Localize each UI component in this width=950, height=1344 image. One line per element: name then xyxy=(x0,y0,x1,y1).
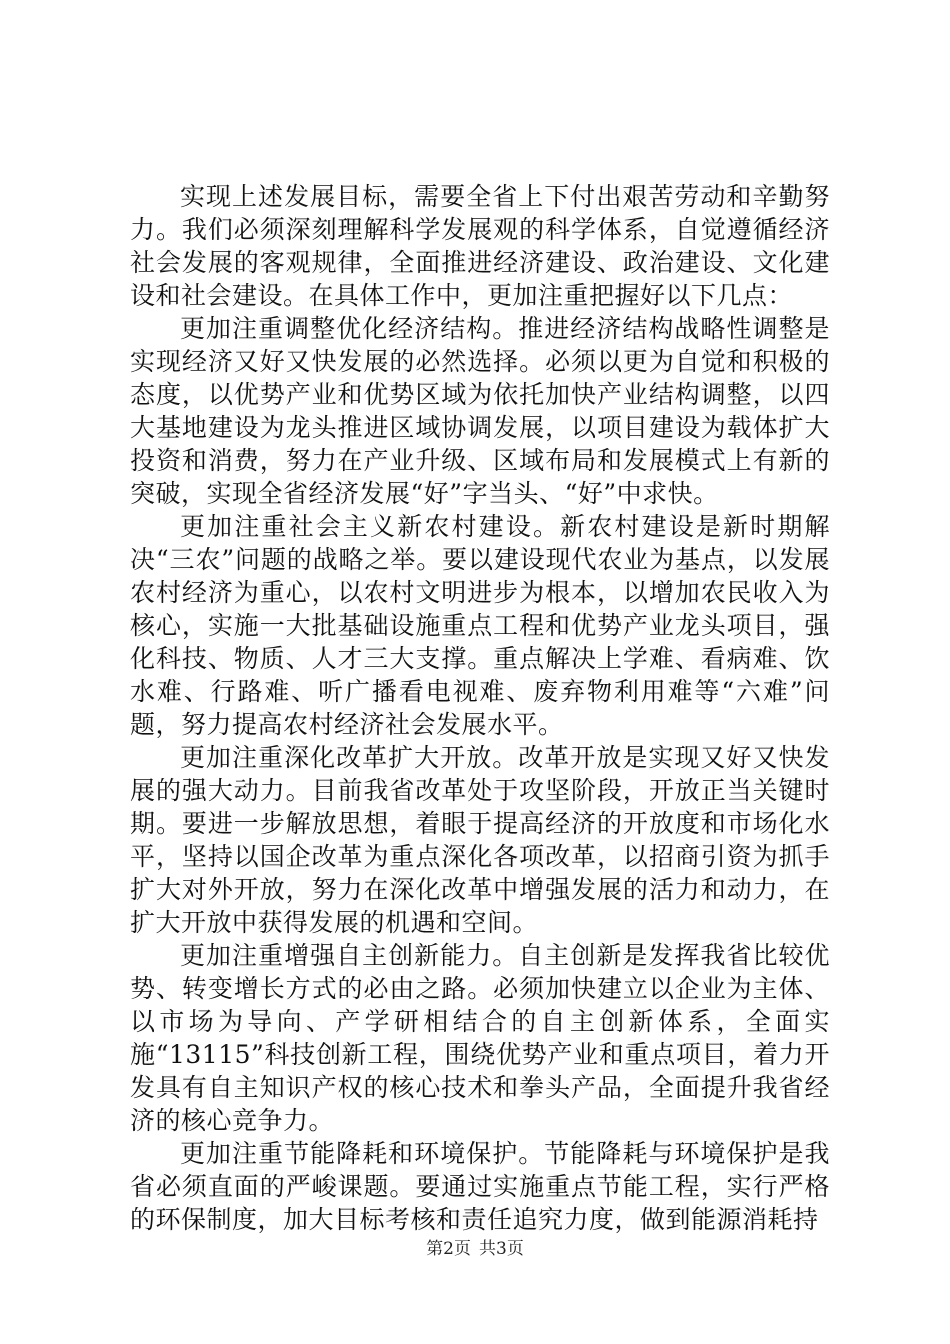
page-footer xyxy=(0,1238,950,1260)
page-number: 第2页 xyxy=(426,1239,471,1259)
page-total: 共3页 xyxy=(479,1239,524,1259)
paragraph-reform-opening: 更加注重深化改革扩大开放。改革开放是实现又好又快发展的强大动力。目前我省改革处于攻坚阶段，开放正当关键时期。要进一步解放思想，着眼于提高经济的开放度和市场化水平，坚持以国企改革为重点深化各项改革，以招商引资为抓手扩大对外开放，努力在深化改革中增强发展的活力和动力，在扩大开放中获得发展的机遇和空间。 xyxy=(130,743,830,937)
document-body xyxy=(130,180,830,1236)
paragraph-intro: 实现上述发展目标，需要全省上下付出艰苦劳动和辛勤努力。我们必须深刻理解科学发展观的科学体系，自觉遵循经济社会发展的客观规律，全面推进经济建设、政治建设、文化建设和社会建设。在具体工作中，更加注重把握好以下几点： xyxy=(130,182,830,310)
paragraph-economic-structure: 更加注重调整优化经济结构。推进经济结构战略性调整是实现经济又好又快发展的必然选择。必须以更为自觉和积极的态度，以优势产业和优势区域为依托加快产业结构调整，以四大基地建设为龙头推进区域协调发展，以项目建设为载体扩大投资和消费，努力在产业升级、区域布局和发展模式上有新的突破，实现全省经济发展“好”字当头、“好”中求快。 xyxy=(130,314,830,508)
paragraph-energy-environment: 更加注重节能降耗和环境保护。节能降耗与环境保护是我省必须直面的严峻课题。要通过实施重点节能工程，实行严格的环保制度，加大目标考核和责任追究力度，做到能源消耗持 xyxy=(130,1139,830,1234)
paragraph-innovation: 更加注重增强自主创新能力。自主创新是发挥我省比较优势、转变增长方式的必由之路。必须加快建立以企业为主体、以市场为导向、产学研相结合的自主创新体系，全面实施“13115”科技创新工程，围绕优势产业和重点项目，着力开发具有自主知识产权的核心技术和拳头产品，全面提升我省经济的核心竞争力。 xyxy=(130,941,830,1135)
paragraph-new-countryside: 更加注重社会主义新农村建设。新农村建设是新时期解决“三农”问题的战略之举。要以建设现代农业为基点，以发展农村经济为重心，以农村文明进步为根本，以增加农民收入为核心，实施一大批基础设施重点工程和优势产业龙头项目，强化科技、物质、人才三大支撑。重点解决上学难、看病难、饮水难、行路难、听广播看电视难、废弃物利用难等“六难”问题，努力提高农村经济社会发展水平。 xyxy=(130,512,830,739)
